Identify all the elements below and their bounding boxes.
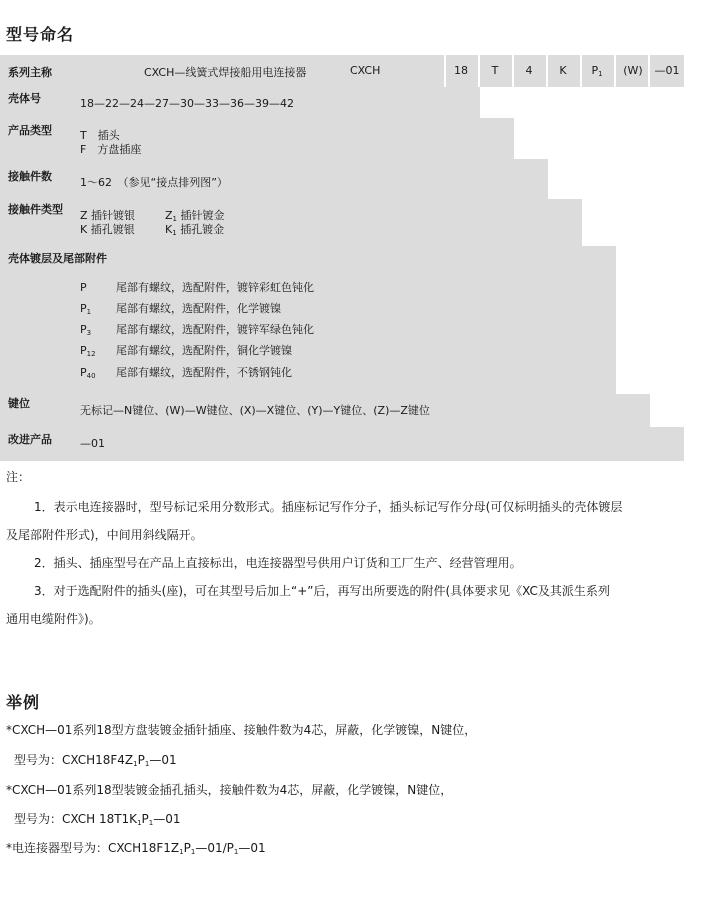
contact-label: 接触件类型: [8, 203, 63, 216]
example-2: *CXCH—01系列18型装镀金插孔插头，接触件数为4芯，屏蔽，化学镀镍，N键位，: [6, 783, 453, 797]
example-2-model: 型号为：CXCH $18T1K_1P_1—01$: [14, 812, 181, 827]
note-1b: 及尾部附件形式)，中间用斜线隔开。: [6, 528, 203, 542]
col-improve: —01: [654, 64, 680, 77]
example-1: *CXCH—01系列18型方盘装镀金插针插座、接触件数为4芯，屏蔽，化学镀镍，N键位，: [6, 723, 477, 737]
key-label: 键位: [8, 397, 30, 410]
page-title: 型号命名: [6, 25, 75, 44]
band-product: [0, 118, 514, 159]
improve-label: 改进产品: [8, 433, 52, 446]
col-plating: $P_1$: [591, 64, 603, 78]
col-contact-count: 4: [525, 64, 533, 77]
product-socket: F 方盘插座: [80, 143, 142, 156]
col-key: (W): [623, 64, 643, 77]
col-contact-type: K: [559, 64, 567, 77]
plating-item: P 尾部有螺纹，选配附件，镀锌彩虹色钝化: [80, 281, 314, 294]
plating-item: $P_1$ 尾部有螺纹，选配附件，化学镀镍: [80, 302, 281, 316]
examples-title: 举例: [6, 693, 41, 712]
improve-value: —01: [80, 437, 105, 450]
contact-z: Z 插针镀银: [80, 209, 136, 222]
contact-z1: $Z_1$ 插针镀金: [165, 209, 225, 223]
plating-item: $P_{40}$ 尾部有螺纹，选配附件，不锈钢钝化: [80, 366, 292, 380]
series-label: 系列主称: [8, 66, 52, 79]
note-2: 2．插头、插座型号在产品上直接标出，电连接器型号供用户订货和工厂生产、经营管理用。: [34, 556, 522, 570]
shell-value: 18—22—24—27—30—33—36—39—42: [80, 97, 294, 110]
notes-title: 注：: [6, 470, 31, 484]
col-shell-size: 18: [454, 64, 468, 77]
series-name: CXCH—线簧式焊接船用电连接器: [144, 66, 307, 79]
count-label: 接触件数: [8, 170, 52, 183]
product-label: 产品类型: [8, 124, 52, 137]
product-plug: T 插头: [80, 129, 120, 142]
col-product-type: T: [491, 64, 499, 77]
plating-item: $P_3$ 尾部有螺纹，选配附件，镀锌军绿色钝化: [80, 323, 314, 337]
example-1-model: 型号为：$CXCH18F4Z_1P_1—01$: [14, 753, 177, 768]
note-3b: 通用电缆附件》)。: [6, 612, 101, 626]
count-value: 1～62 （参见“接点排列图”）: [80, 176, 228, 189]
note-1a: 1．表示电连接器时，型号标记采用分数形式。插座标记写作分子，插头标记写作分母(可仅标明插头的壳体镀层: [34, 500, 623, 514]
plating-label: 壳体镀层及尾部附件: [8, 252, 107, 265]
plating-item: $P_{12}$ 尾部有螺纹，选配附件，铜化学镀镍: [80, 344, 292, 358]
shell-label: 壳体号: [8, 92, 41, 105]
note-3a: 3．对于选配附件的插头(座)，可在其型号后加上“+”后，再写出所要选的附件(具体要求见《XC及其派生系列: [34, 584, 610, 598]
series-code: CXCH: [350, 64, 381, 77]
example-3-model: *电连接器型号为：$CXCH18F1Z_1P_1—01/P_1—01$: [6, 841, 266, 856]
key-value: 无标记—N键位、(W)—W键位、(X)—X键位、(Y)—Y键位、(Z)—Z键位: [80, 404, 430, 417]
contact-k: K 插孔镀银: [80, 223, 135, 236]
contact-k1: $K_1$ 插孔镀金: [165, 223, 225, 237]
